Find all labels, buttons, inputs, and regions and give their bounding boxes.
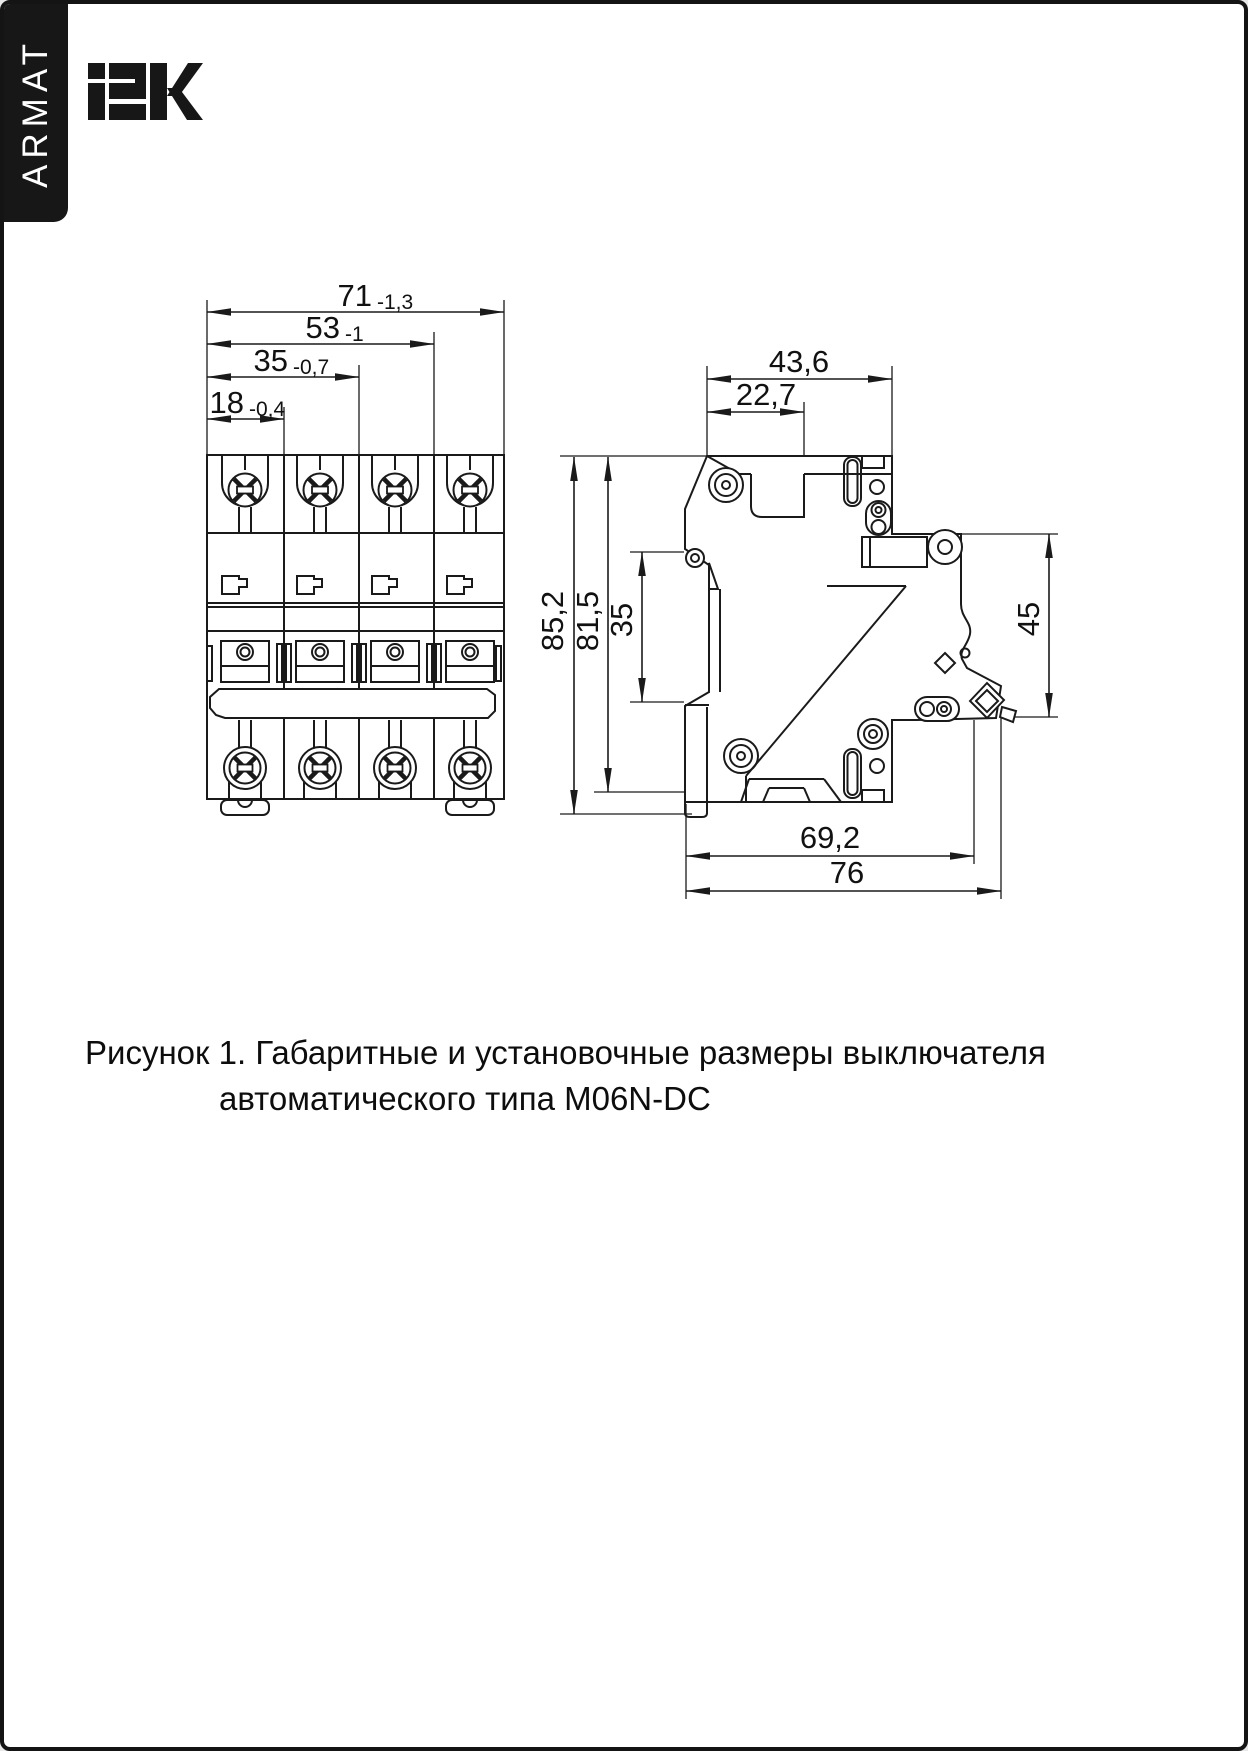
- side-dim-terminal-height: 45: [1011, 601, 1046, 637]
- armat-banner-label: ARMAT: [16, 38, 55, 188]
- front-dim-18-value: 18: [209, 385, 244, 420]
- front-dim-53-tolerance: -1: [345, 323, 364, 346]
- side-dim-depth-bottom: 76: [829, 855, 865, 890]
- front-dim-53-value: 53: [305, 310, 340, 345]
- figure-caption-line2: автоматического типа M06N-DC: [219, 1080, 711, 1117]
- front-dim-35-tolerance: -0,7: [293, 356, 330, 379]
- technical-drawing: [4, 4, 1248, 954]
- front-dim-71-value: 71: [337, 278, 372, 313]
- front-dim-71-tolerance: -1,3: [377, 291, 414, 314]
- front-dim-18-tolerance: -0,4: [249, 398, 286, 421]
- figure-caption: [85, 1030, 1065, 1122]
- side-dim-depth-total: 43,6: [768, 344, 830, 379]
- front-dim-35-value: 35: [253, 343, 288, 378]
- side-view-drawing: [535, 344, 1058, 899]
- side-dim-mount-depth: 69,2: [799, 820, 861, 855]
- side-dim-height-case: 81,5: [570, 590, 605, 652]
- handle-tie-bar: [210, 689, 495, 718]
- side-dim-height-total: 85,2: [535, 590, 570, 652]
- side-dim-depth-front: 22,7: [735, 377, 797, 412]
- figure-caption-line1: Рисунок 1. Габаритные и установочные размеры выключателя: [85, 1034, 1046, 1071]
- side-dim-din-recess: 35: [604, 602, 639, 638]
- front-view-drawing: [207, 278, 504, 815]
